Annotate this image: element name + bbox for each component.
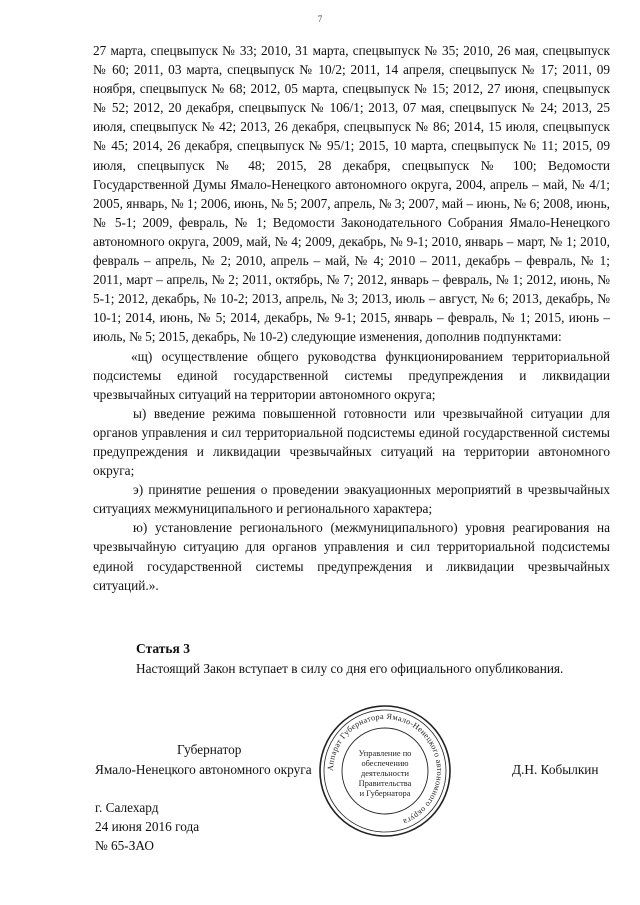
subparagraph-yu: ю) установление регионального (межмуниципального) уровня реагирования на чрезвычайную ситуацию для органов управления и сил территориальной подсистемы единой государственной системы предупреждения и ликвидации чрезвычайных ситуаций.». xyxy=(93,520,610,593)
signing-date: 24 июня 2016 года xyxy=(95,819,200,834)
signer-name: Д.Н. Кобылкин xyxy=(512,762,599,777)
signing-place: г. Салехард xyxy=(95,800,159,815)
svg-text:Правительства: Правительства xyxy=(358,779,412,788)
stamp-center-text xyxy=(359,749,412,798)
stamp-ring-text: Аппарат Губернатора Ямало-Ненецкого автономного округа xyxy=(325,711,445,827)
page-number: 7 xyxy=(317,14,323,24)
signatory-region: Ямало-Ненецкого автономного округа xyxy=(95,762,312,777)
article-3-title: Статья 3 xyxy=(136,641,190,656)
signatory-position: Губернатор xyxy=(177,742,242,757)
subparagraph-shch: «щ) осуществление общего руководства функционированием территориальной подсистемы единой государственной системы предупреждения и ликвидации чрезвычайных ситуаций на территории автономного округа; xyxy=(93,348,610,402)
svg-text:деятельности: деятельности xyxy=(361,769,409,778)
law-body xyxy=(93,41,610,595)
subparagraph-y: ы) введение режима повышенной готовности или чрезвычайной ситуации для органов управления и сил территориальной подсистемы единой государственной системы предупреждения и ликвидации чрезвычайных ситуаций на территории автономного округа; xyxy=(93,405,610,479)
svg-text:Управление по: Управление по xyxy=(358,749,412,758)
article-3-body xyxy=(93,659,610,679)
svg-text:и Губернатора: и Губернатора xyxy=(359,789,411,798)
subparagraph-e: э) принятие решения о проведении эвакуационных мероприятий в чрезвычайных ситуациях межмуниципального и регионального характера; xyxy=(93,482,610,517)
svg-text:обеспечению: обеспечению xyxy=(361,759,409,768)
law-number: № 65-ЗАО xyxy=(95,838,154,853)
amendment-intro: 27 марта, спецвыпуск № 33; 2010, 31 марта, спецвыпуск № 35; 2010, 26 мая, спецвыпуск № 60; 2011, 03 марта, спецвыпуск № 10/2; 2011, 14 апреля, спецвыпуск № 17; 2011, 09 ноября, спецвыпуск № 68; 2012, 05 марта, спецвыпуск № 15; 2012, 27 июня, спецвыпуск № 52; 2012, 20 декабря, спецвыпуск № 106/1; 2013, 07 мая, спецвыпуск № 24; 2013, 25 июля, спецвыпуск № 42; 2013, 26 декабря, спецвыпуск № 86; 2014, 15 июля, спецвыпуск № 45; 2014, 26 декабря, спецвыпуск № 95/1; 2015, 10 марта, спецвыпуск № 11; 2015, 09 июля, спецвыпуск № 48; 2015, 28 декабря, спецвыпуск № 100; Ведомости Государственной Думы Ямало-Ненецкого автономного округа, 2004, апрель – май, № 4/1; 2005, январь, № 1; 2006, июнь, № 5; 2007, апрель, № 3; 2007, май – июнь, № 6; 2008, июнь, № 5-1; 2009, февраль, № 1; Ведомости Законодательного Собрания Ямало-Ненецкого автономного округа, 2009, май, № 4; 2009, декабрь, № 9-1; 2010, январь – март, № 1; 2010, февраль – апрель, № 2; 2010, апрель – май, № 4; 2010 – 2011, декабрь – февраль, № 1; 2011, март – апрель, № 2; 2011, октябрь, № 7; 2012, январь – февраль, № 1; 2012, июнь, № 5-1; 2012, декабрь, № 10-2; 2013, апрель, № 3; 2013, июль – август, № 6; 2013, декабрь, № 10-1; 2014, июнь, № 5; 2014, декабрь, № 9-1; 2015, январь – февраль, № 1; 2015, июнь – июль, № 5; 2015, декабрь, № 10-2) следующие изменения, дополнив подпунктами: xyxy=(93,43,610,345)
official-stamp xyxy=(318,704,452,838)
article-3-text: Настоящий Закон вступает в силу со дня его официального опубликования. xyxy=(136,661,564,676)
